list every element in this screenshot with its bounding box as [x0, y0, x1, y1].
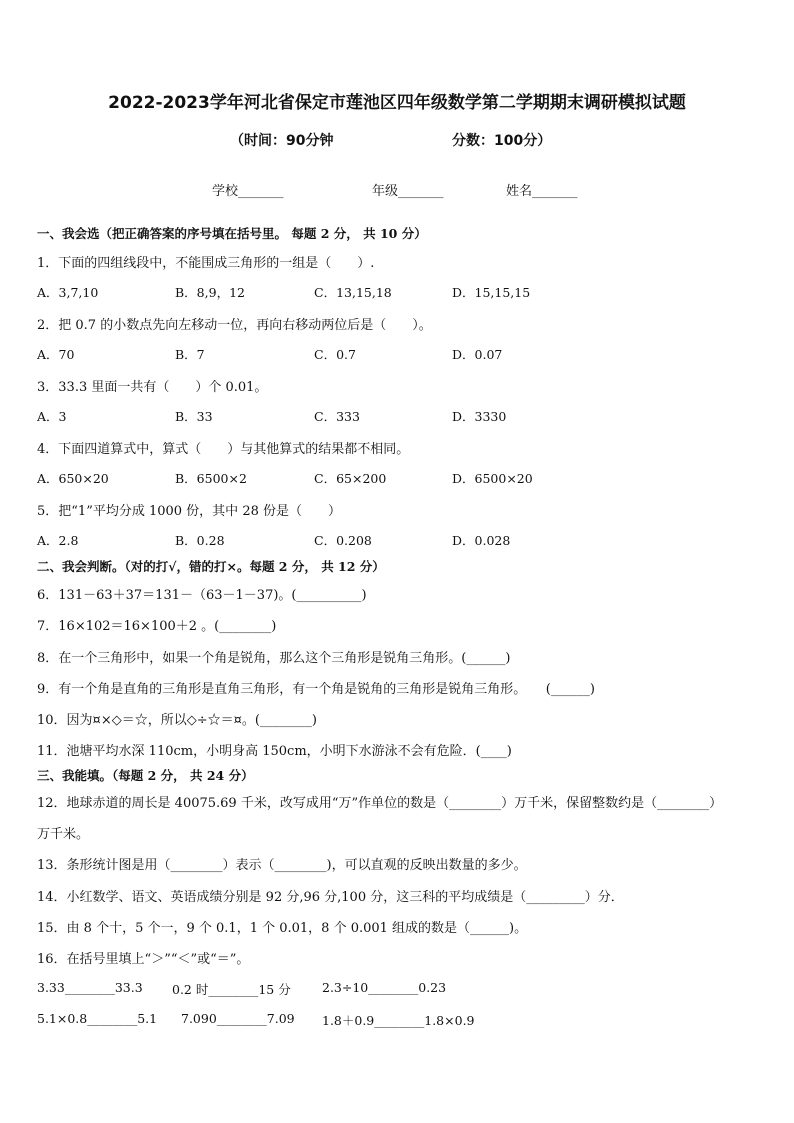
- q2-option-c[interactable]: C．0.7: [314, 347, 356, 362]
- question-6: 6．131－63＋37＝131－（63－1－37)。(__________): [37, 588, 367, 603]
- question-7: 7．16×102＝16×100＋2 。(________): [37, 619, 277, 634]
- section-2-heading: 二、我会判断。（对的打√，错的打×。每题 2 分， 共 12 分）: [37, 559, 385, 574]
- question-4: 4．下面四道算式中，算式（ ）与其他算式的结果都不相同。: [37, 442, 410, 457]
- question-2: 2．把 0.7 的小数点先向左移动一位，再向右移动两位后是（ ）。: [37, 318, 432, 333]
- question-13: 13．条形统计图是用（________）表示（________)，可以直观的反映出数量的多少。: [37, 858, 527, 873]
- grade-field[interactable]: 年级_______: [372, 184, 444, 199]
- question-12-continued: 万千米。: [37, 827, 90, 842]
- q5-option-c[interactable]: C．0.208: [314, 533, 372, 548]
- name-field[interactable]: 姓名_______: [506, 184, 578, 199]
- section-3-heading: 三、我能填。（每题 2 分， 共 24 分）: [37, 768, 254, 783]
- q3-option-a[interactable]: A．3: [37, 409, 67, 424]
- q16-blank-4[interactable]: 5.1×0.8________5.1: [37, 1011, 158, 1026]
- question-5: 5．把“1”平均分成 1000 份，其中 28 份是（ ）: [37, 504, 341, 519]
- question-8: 8．在一个三角形中，如果一个角是锐角，那么这个三角形是锐角三角形。(______): [37, 651, 511, 666]
- q16-blank-6[interactable]: 1.8＋0.9________1.8×0.9: [322, 1013, 475, 1028]
- q4-option-a[interactable]: A．650×20: [37, 471, 109, 486]
- question-1: 1．下面的四组线段中，不能围成三角形的一组是（ ）.: [37, 256, 375, 271]
- question-14: 14．小红数学、语文、英语成绩分别是 92 分,96 分,100 分，这三科的平均成绩是（_________）分．: [37, 890, 624, 905]
- section-1-heading: 一、我会选（把正确答案的序号填在括号里。 每题 2 分， 共 10 分）: [37, 226, 427, 241]
- question-16: 16．在括号里填上“＞”“＜”或“＝”。: [37, 952, 250, 967]
- q5-option-d[interactable]: D．0.028: [452, 533, 511, 548]
- q2-option-b[interactable]: B．7: [175, 347, 205, 362]
- q3-option-d[interactable]: D．3330: [452, 409, 507, 424]
- exam-score: 分数：100分）: [452, 133, 552, 149]
- exam-time: （时间：90分钟: [230, 133, 334, 149]
- q3-option-c[interactable]: C．333: [314, 409, 360, 424]
- q2-option-a[interactable]: A．70: [37, 347, 75, 362]
- q16-blank-1[interactable]: 3.33________33.3: [37, 980, 143, 995]
- question-12: 12．地球赤道的周长是 40075.69 千米，改写成用“万”作单位的数是（________）万千米，保留整数约是（________）: [37, 796, 723, 811]
- q4-option-c[interactable]: C．65×200: [314, 471, 387, 486]
- q1-option-c[interactable]: C．13,15,18: [314, 285, 392, 300]
- q5-option-b[interactable]: B．0.28: [175, 533, 225, 548]
- question-15: 15．由 8 个十，5 个一，9 个 0.1，1 个 0.01，8 个 0.001 组成的数是（______)。: [37, 921, 528, 936]
- page-title: 2022-2023学年河北省保定市莲池区四年级数学第二学期期末调研模拟试题: [108, 93, 686, 113]
- question-11: 11．池塘平均水深 110cm，小明身高 150cm，小明下水游泳不会有危险．(____): [37, 744, 512, 759]
- q4-option-b[interactable]: B．6500×2: [175, 471, 247, 486]
- q4-option-d[interactable]: D．6500×20: [452, 471, 533, 486]
- q1-option-a[interactable]: A．3,7,10: [37, 285, 99, 300]
- question-3: 3．33.3 里面一共有（ ）个 0.01。: [37, 380, 268, 395]
- question-9: 9．有一个角是直角的三角形是直角三角形，有一个角是锐角的三角形是锐角三角形。 (______): [37, 682, 595, 697]
- q16-blank-5[interactable]: 7.090________7.09: [181, 1011, 295, 1026]
- q3-option-b[interactable]: B．33: [175, 409, 213, 424]
- q1-option-d[interactable]: D．15,15,15: [452, 285, 531, 300]
- question-10: 10．因为¤×◇＝☆，所以◇÷☆＝¤。(________): [37, 713, 318, 728]
- school-field[interactable]: 学校_______: [212, 184, 284, 199]
- q1-option-b[interactable]: B．8,9，12: [175, 285, 245, 300]
- q5-option-a[interactable]: A．2.8: [37, 533, 79, 548]
- q2-option-d[interactable]: D．0.07: [452, 347, 503, 362]
- q16-blank-3[interactable]: 2.3÷10________0.23: [322, 980, 447, 995]
- q16-blank-2[interactable]: 0.2 时________15 分: [172, 982, 291, 997]
